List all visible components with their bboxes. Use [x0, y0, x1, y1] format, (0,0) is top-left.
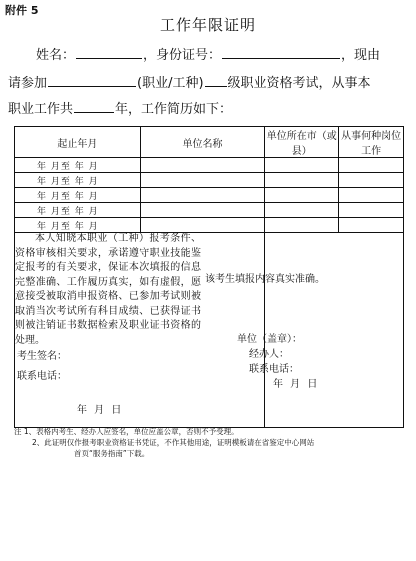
- period-cell[interactable]: 年 月至 年 月: [15, 188, 141, 203]
- position-cell[interactable]: [339, 188, 404, 203]
- unit-name-cell[interactable]: [140, 188, 265, 203]
- page-title: 工作年限证明: [159, 16, 256, 34]
- level-blank[interactable]: [205, 73, 227, 87]
- name-blank[interactable]: [76, 45, 142, 59]
- unit-name-cell[interactable]: [140, 203, 265, 218]
- work-total-label: 职业工作共: [8, 102, 74, 117]
- table-row: [15, 188, 404, 203]
- header-position: 从事何种岗位工作: [339, 127, 404, 158]
- table-row: [15, 218, 404, 233]
- unit-name-cell[interactable]: [140, 173, 265, 188]
- name-label: 姓名：: [36, 48, 76, 63]
- position-cell[interactable]: [339, 218, 404, 233]
- table-row: [15, 173, 404, 188]
- table-row: [15, 203, 404, 218]
- attachment-label: 附件 5: [5, 4, 39, 17]
- position-cell[interactable]: [339, 158, 404, 173]
- intro-line-1: [36, 44, 380, 63]
- period-cell[interactable]: 年 月至 年 月: [15, 173, 141, 188]
- intro-line-2: [8, 72, 371, 91]
- note-1: 注 1、表格内考生、经办人应签名，单位应盖公章，否则不予受理。: [14, 427, 239, 436]
- notes: [14, 426, 406, 459]
- candidate-date[interactable]: 年 月 日: [77, 405, 124, 416]
- intro-line-3: [8, 98, 232, 117]
- table-header-row: [15, 127, 404, 158]
- now-label: ，现由: [341, 48, 381, 63]
- candidate-signature-label[interactable]: 考生签名：: [17, 351, 67, 362]
- period-cell[interactable]: 年 月至 年 月: [15, 158, 141, 173]
- handler-label[interactable]: 经办人：: [249, 349, 289, 360]
- period-cell[interactable]: 年 月至 年 月: [15, 203, 141, 218]
- unit-city-cell[interactable]: [265, 158, 339, 173]
- level-label: 级职业资格考试，从事本: [227, 76, 371, 91]
- unit-date[interactable]: 年 月 日: [273, 379, 320, 390]
- unit-confirmation-block: [203, 232, 403, 424]
- header-unit-city: 单位所在市（或县）: [265, 127, 339, 158]
- header-period: 起止年月: [15, 127, 141, 158]
- apply-label: 请参加: [8, 76, 48, 91]
- unit-city-cell[interactable]: [265, 173, 339, 188]
- unit-city-cell[interactable]: [265, 203, 339, 218]
- header-unit-name: 单位名称: [140, 127, 265, 158]
- years-blank[interactable]: [74, 99, 114, 113]
- note-2: 2、此证明仅作报考职业资格证书凭证，不作其他用途，证明模板请在省鉴定中心网站: [32, 438, 315, 447]
- unit-name-cell[interactable]: [140, 158, 265, 173]
- id-number-blank[interactable]: [222, 45, 340, 59]
- unit-confirmation-text: 该考生填报内容真实准确。: [205, 274, 325, 285]
- years-label: 年，工作简历如下：: [115, 102, 233, 117]
- unit-city-cell[interactable]: [265, 188, 339, 203]
- unit-stamp-label[interactable]: 单位（盖章）：: [237, 334, 302, 345]
- declaration-block: [15, 232, 201, 424]
- declaration-text: 本人知晓本职业（工种）报考条件、资格审核相关要求，承诺遵守职业技能鉴定报考的有关要求，保证本次填报的信息完整准确、工作履历真实，如有虚假，愿意接受被取消申报资格、已参加考试则被取消当次考试所有科目成绩、已获得证书则被注销证书数据检索及职业证书资格的处理。: [15, 233, 201, 346]
- unit-name-cell[interactable]: [140, 218, 265, 233]
- position-cell[interactable]: [339, 203, 404, 218]
- period-cell[interactable]: 年 月至 年 月: [15, 218, 141, 233]
- unit-phone-label[interactable]: 联系电话：: [249, 364, 299, 375]
- id-label: ，身份证号：: [143, 48, 222, 63]
- note-2-continued: 首页“服务指南”下载。: [74, 449, 150, 458]
- candidate-phone-label[interactable]: 联系电话：: [17, 371, 67, 382]
- table-row: [15, 158, 404, 173]
- unit-city-cell[interactable]: [265, 218, 339, 233]
- occupation-label: (职业/工种): [137, 76, 204, 91]
- position-cell[interactable]: [339, 173, 404, 188]
- occupation-blank[interactable]: [48, 73, 136, 87]
